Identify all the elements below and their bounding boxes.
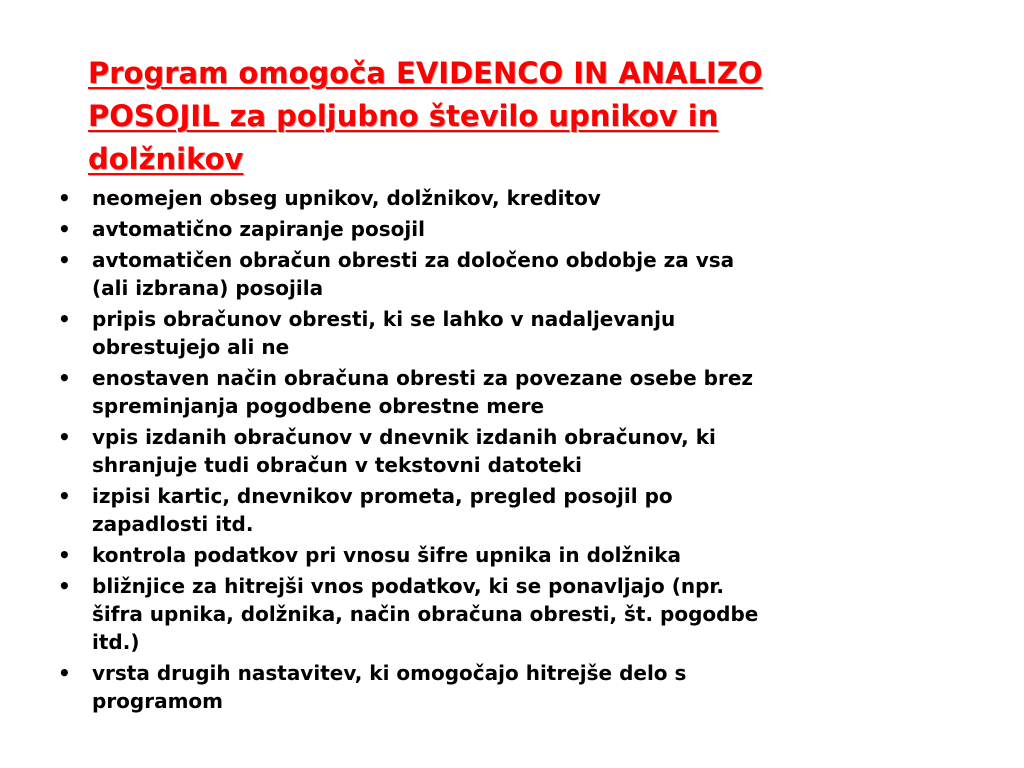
bullet-point-icon: • xyxy=(58,186,71,210)
bullet-item xyxy=(52,364,962,420)
bullet-point-icon: • xyxy=(58,543,71,567)
bullet-point-icon: • xyxy=(58,307,71,331)
bullet-item xyxy=(52,215,962,243)
bullet-text-line: (ali izbrana) posojila xyxy=(92,276,324,300)
bullet-text-line: vpis izdanih obračunov v dnevnik izdanih obračunov, ki xyxy=(92,425,716,449)
bullet-item xyxy=(52,184,962,212)
bullet-point-icon: • xyxy=(58,366,71,390)
bullet-text-line: programom xyxy=(92,689,224,713)
bullet-text-line: zapadlosti itd. xyxy=(92,512,254,536)
bullet-text-line: obrestujejo ali ne xyxy=(92,335,290,359)
slide-title-line: POSOJIL za poljubno število upnikov in xyxy=(88,99,719,133)
bullet-item xyxy=(52,305,962,361)
bullet-text-line: izpisi kartic, dnevnikov prometa, pregled posojil po xyxy=(92,484,673,508)
slide-title-line: dolžnikov xyxy=(88,142,244,176)
bullet-item xyxy=(52,541,962,569)
bullet-item xyxy=(52,659,962,715)
bullet-text-line: spreminjanja pogodbene obrestne mere xyxy=(92,394,545,418)
bullet-text-line: neomejen obseg upnikov, dolžnikov, kreditov xyxy=(92,186,601,210)
bullet-item xyxy=(52,423,962,479)
bullet-point-icon: • xyxy=(58,484,71,508)
bullet-text-line: avtomatičen obračun obresti za določeno obdobje za vsa xyxy=(92,248,735,272)
bullet-text-line: vrsta drugih nastavitev, ki omogočajo hitrejše delo s xyxy=(92,661,687,685)
bullet-text-line: bližnjice za hitrejši vnos podatkov, ki se ponavljajo (npr. xyxy=(92,574,724,598)
slide-title xyxy=(88,52,948,181)
bullet-text-line: enostaven način obračuna obresti za povezane osebe brez xyxy=(92,366,754,390)
bullet-point-icon: • xyxy=(58,217,71,241)
bullet-text-line: avtomatično zapiranje posojil xyxy=(92,217,425,241)
bullet-point-icon: • xyxy=(58,425,71,449)
bullet-text-line: kontrola podatkov pri vnosu šifre upnika in dolžnika xyxy=(92,543,682,567)
slide-title-line: Program omogoča EVIDENCO IN ANALIZO xyxy=(88,56,763,90)
bullet-list xyxy=(52,184,962,718)
bullet-text-line: shranjuje tudi obračun v tekstovni datoteki xyxy=(92,453,582,477)
bullet-item xyxy=(52,246,962,302)
bullet-text-line: itd.) xyxy=(92,630,140,654)
bullet-point-icon: • xyxy=(58,574,71,598)
bullet-point-icon: • xyxy=(58,661,71,685)
bullet-text-line: šifra upnika, dolžnika, način obračuna obresti, št. pogodbe xyxy=(92,602,759,626)
bullet-item xyxy=(52,482,962,538)
bullet-item xyxy=(52,572,962,656)
bullet-point-icon: • xyxy=(58,248,71,272)
bullet-text-line: pripis obračunov obresti, ki se lahko v nadaljevanju xyxy=(92,307,676,331)
